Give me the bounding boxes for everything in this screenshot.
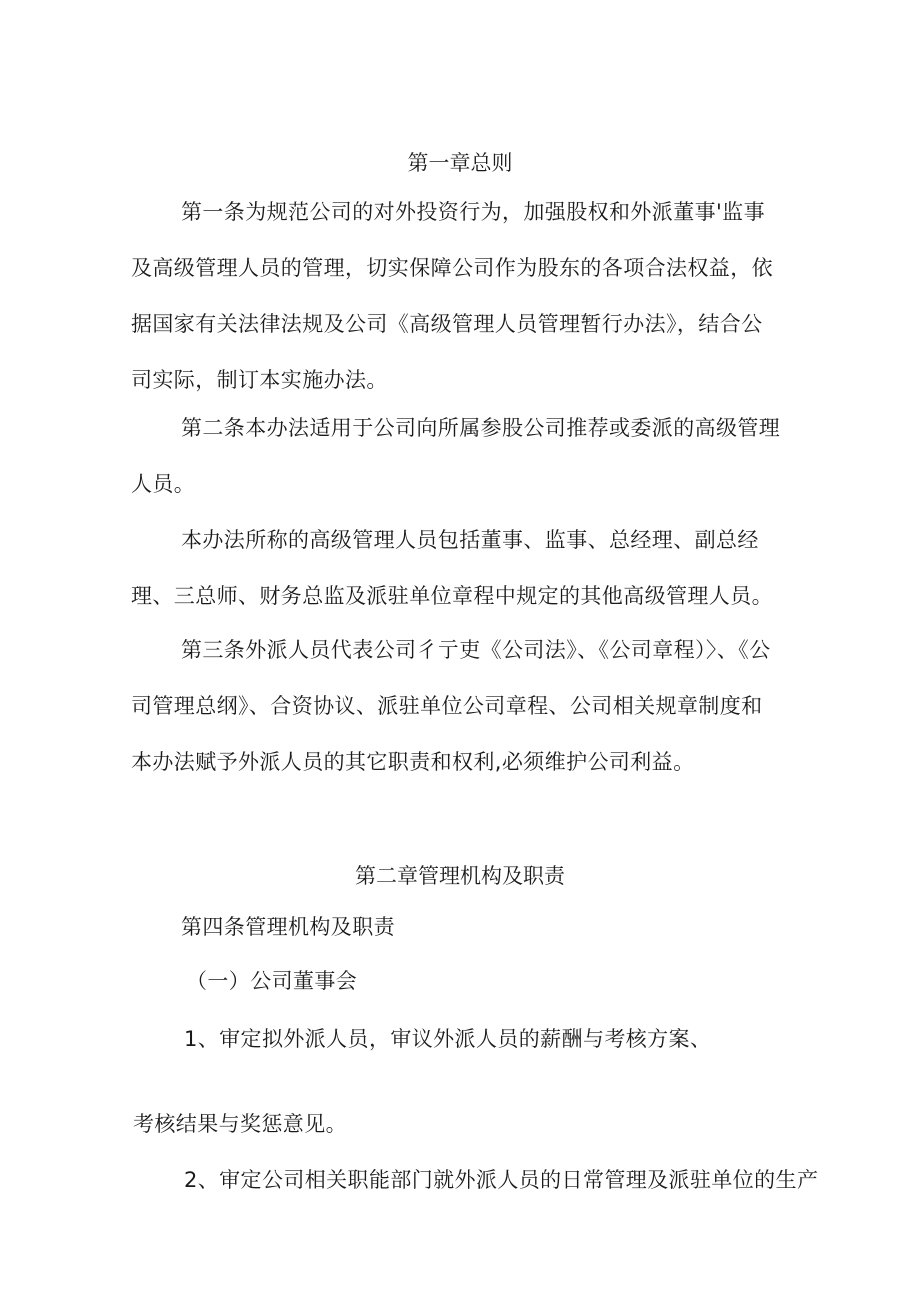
section-board-of-directors: （一）公司董事会 [186, 969, 358, 993]
item-1-line-2: 考核结果与奖惩意见。 [133, 1112, 347, 1136]
article-1: 第一条为规范公司的对外投资行为，加强股权和外派董事'监事及高级管理人员的管理，切实保障公司作为股东的各项合法权益，依据国家有关法律法规及公司《高级管理人员管理暂行办法》，结合公司实际，制订本实施办法。 [131, 200, 773, 392]
chapter-2-title: 第二章管理机构及职责 [355, 864, 565, 888]
article-2: 第二条本办法适用于公司向所属参股公司推荐或委派的高级管理人员。 [131, 416, 781, 496]
item-1-line-1: 1、审定拟外派人员，审议外派人员的薪酬与考核方案、 [184, 1027, 712, 1051]
chapter-1-title: 第一章总则 [407, 151, 513, 175]
article-2-scope: 本办法所称的高级管理人员包括董事、监事、总经理、副总经理、三总师、财务总监及派驻单位章程中规定的其他高级管理人员。 [131, 528, 773, 608]
article-3: 第三条外派人员代表公司彳亍吏《公司法》、《公司章程）〉、《公司管理总纲》、合资协议、派驻单位公司章程、公司相关规章制度和本办法赋予外派人员的其它职责和权利,必须维护公司利益。 [131, 638, 771, 774]
item-2-line-1: 2、审定公司相关职能部门就外派人员的日常管理及派驻单位的生产 [184, 1168, 819, 1192]
article-4-title: 第四条管理机构及职责 [181, 915, 395, 939]
